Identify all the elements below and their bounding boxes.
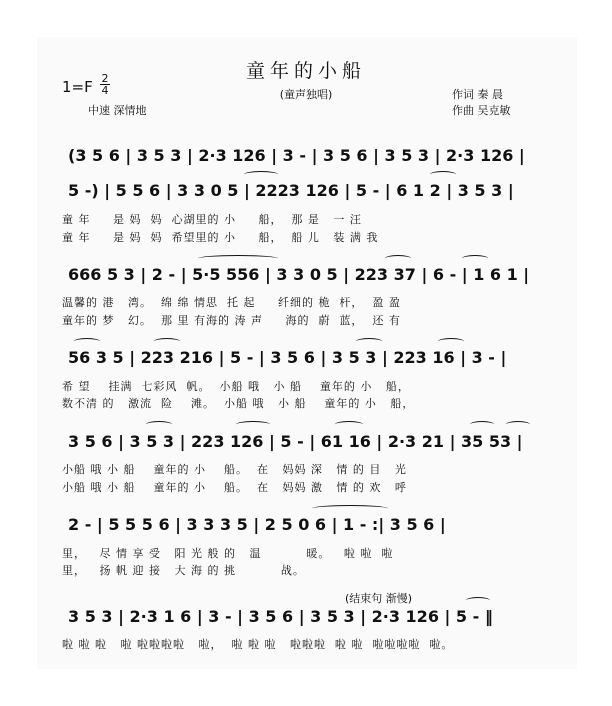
- lyric-line: 童 年 是 妈 妈 希望里的 小 船， 船 儿 装 满 我: [62, 231, 379, 244]
- notes-line: 2 - | 5 5 5 6 | 3 3 3 5 | 2 5 0 6 | 1 - :| 3 5 6 |: [68, 515, 446, 534]
- slur-mark: [236, 421, 270, 428]
- slur-mark: [385, 255, 411, 262]
- slur-mark: [470, 421, 494, 428]
- song-title: 童年的小船: [245, 60, 366, 82]
- slur-mark: [506, 421, 530, 428]
- lyricist: 作词 秦 晨: [452, 88, 503, 101]
- notes-line: 3 5 6 | 3 5 3 | 223 126 | 5 - | 61 16 | 2·3 21 | 35 53 |: [68, 432, 523, 451]
- lyric-line: 啦 啦 啦 啦 啦啦啦啦 啦， 啦 啦 啦 啦啦啦 啦 啦 啦啦啦啦 啦。: [62, 638, 454, 651]
- slur-mark: [335, 421, 363, 428]
- lyric-line: 数不清 的 激流 险 滩。 小船 哦 小 船 童年的 小 船，: [62, 397, 415, 410]
- ending-note: (结束句 渐慢): [345, 592, 413, 605]
- notes-line: (3 5 6 | 3 5 3 | 2·3 126 | 3 - | 3 5 6 | 3 5 3 | 2·3 126 |: [68, 146, 525, 165]
- key-signature: 1=F: [62, 78, 93, 96]
- lyric-line: 童 年 是 妈 妈 心湖里的 小 船， 那 是 一 汪: [62, 213, 362, 226]
- time-signature: [100, 73, 110, 96]
- tempo-marking: 中速 深情地: [88, 104, 147, 117]
- meter-bottom: 4: [101, 84, 109, 97]
- lyric-line: 童年的 梦 幻。 那 里 有海的 涛 声 海的 蔚 蓝， 还 有: [62, 314, 401, 327]
- slur-mark: [312, 505, 388, 512]
- meter-top: 2: [101, 72, 109, 85]
- composer: 作曲 吴克敏: [452, 104, 511, 117]
- slur-mark: [462, 255, 488, 262]
- lyric-line: 温馨的 港 湾。 绵 绵 情思 托 起 纤细的 桅 杆， 盈 盈: [62, 296, 401, 309]
- slur-mark: [466, 597, 490, 604]
- lyric-line: 小船 哦 小 船 童年的 小 船。 在 妈妈 深 情 的 目 光: [62, 463, 407, 476]
- notation-row-4: [62, 348, 550, 376]
- notation-row-7: [62, 607, 550, 635]
- slur-mark: [154, 338, 180, 345]
- song-subtitle: (童声独唱): [279, 88, 333, 101]
- notation-row-3: [62, 265, 550, 293]
- slur-mark: [356, 338, 382, 345]
- notes-line: 56 3 5 | 223 216 | 5 - | 3 5 6 | 3 5 3 | 223 16 | 3 - |: [68, 348, 507, 367]
- lyric-line: 小船 哦 小 船 童年的 小 船。 在 妈妈 激 情 的 欢 呼: [62, 481, 407, 494]
- slur-mark: [146, 421, 172, 428]
- slur-mark: [244, 171, 278, 178]
- notation-row-5: [62, 432, 550, 460]
- notation-row-6: [62, 515, 550, 543]
- slur-mark: [198, 255, 278, 262]
- lyric-line: 希 望 挂满 七彩风 帆。 小船 哦 小 船 童年的 小 船，: [62, 380, 410, 393]
- slur-mark: [430, 171, 456, 178]
- notation-row-2: [62, 181, 550, 209]
- notes-line: 5 -) | 5 5 6 | 3 3 0 5 | 2223 126 | 5 - | 6 1 2 | 3 5 3 |: [68, 181, 514, 200]
- notes-line: 3 5 3 | 2·3 1 6 | 3 - | 3 5 6 | 3 5 3 | 2·3 126 | 5 - ‖: [68, 607, 493, 626]
- lyric-line: 里， 扬 帆 迎 接 大 海 的 挑 战。: [62, 564, 305, 577]
- lyric-line: 里， 尽 情 享 受 阳 光 般 的 温 暖。 啦 啦 啦: [62, 547, 394, 560]
- notes-line: 666 5 3 | 2 - | 5·5 556 | 3 3 0 5 | 223 37 | 6 - | 1 6 1 |: [68, 265, 530, 284]
- notation-row-1: [62, 146, 550, 174]
- slur-mark: [74, 338, 100, 345]
- slur-mark: [438, 338, 464, 345]
